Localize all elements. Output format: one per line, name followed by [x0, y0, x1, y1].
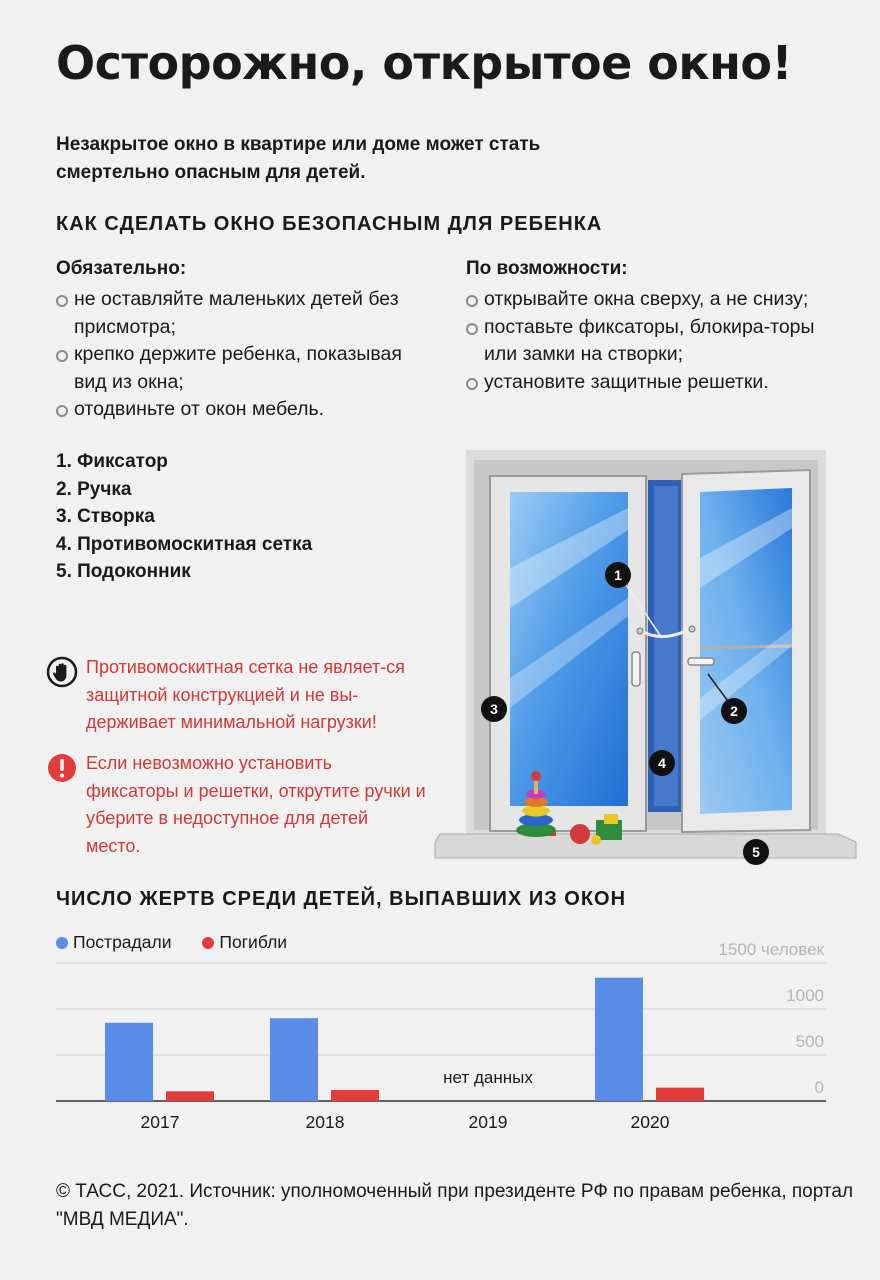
- list-item: крепко держите ребенка, показывая вид из окна;: [56, 341, 436, 396]
- bullet-icon: [56, 405, 68, 417]
- x-tick-label: 2018: [305, 1112, 345, 1132]
- svg-text:4: 4: [658, 755, 666, 771]
- x-tick-label: 2019: [468, 1112, 508, 1132]
- bar-killed: [331, 1090, 379, 1101]
- warning-handles: Если невозможно установить фиксаторы и решетки, открутите ручки и уберите в недоступное для детей место.: [46, 750, 426, 860]
- exclamation-icon: [46, 752, 78, 784]
- svg-text:3: 3: [490, 701, 498, 717]
- annotation-no-data: нет данных: [443, 1068, 533, 1087]
- window-sill: [435, 834, 856, 858]
- bullet-icon: [56, 295, 68, 307]
- bullet-icon: [466, 295, 478, 307]
- list-item: поставьте фиксаторы, блокира-торы или замки на створки;: [466, 314, 846, 369]
- bar-killed: [656, 1088, 704, 1101]
- x-tick-label: 2020: [630, 1112, 670, 1132]
- section-heading: КАК СДЕЛАТЬ ОКНО БЕЗОПАСНЫМ ДЛЯ РЕБЕНКА: [56, 213, 603, 235]
- y-tick-label: 0: [814, 1078, 824, 1097]
- svg-text:2: 2: [730, 703, 738, 719]
- chart-title: ЧИСЛО ЖЕРТВ СРЕДИ ДЕТЕЙ, ВЫПАВШИХ ИЗ ОКОН: [56, 888, 627, 910]
- marker-sash: [481, 696, 507, 722]
- bullet-icon: [466, 323, 478, 335]
- handle: [632, 652, 640, 686]
- parts-legend: [56, 448, 312, 586]
- marker-sill: [743, 839, 769, 865]
- stop-hand-icon: [46, 656, 78, 688]
- page-title: Осторожно, открытое окно!: [56, 36, 792, 90]
- bar-chart: [56, 934, 826, 1144]
- bar-injured: [270, 1018, 318, 1101]
- bar-injured: [595, 978, 643, 1101]
- warning-net: Противомоскитная сетка не являет-ся защитной конструкцией и не вы-держивает минимальной нагрузки!: [46, 654, 426, 737]
- marker-fixator: [605, 562, 631, 588]
- legend-item-killed: Погибли: [202, 932, 287, 952]
- y-tick-label: 1000: [786, 986, 824, 1005]
- y-tick-label: 1500 человек: [718, 940, 824, 959]
- bar-killed: [166, 1091, 214, 1101]
- must-title: Обязательно:: [56, 258, 187, 279]
- bullet-icon: [466, 378, 478, 390]
- bar-injured: [105, 1023, 153, 1101]
- svg-text:1: 1: [614, 567, 622, 583]
- list-item: не оставляйте маленьких детей без присмотра;: [56, 286, 436, 341]
- svg-text:5: 5: [752, 844, 760, 860]
- lead-text: Незакрытое окно в квартире или доме может стать смертельно опасным для детей.: [56, 134, 541, 183]
- footer-source: © ТАСС, 2021. Источник: уполномоченный при президенте РФ по правам ребенка, портал "МВД МЕДИА".: [56, 1181, 854, 1230]
- x-tick-label: 2017: [140, 1112, 180, 1132]
- list-item: установите защитные решетки.: [466, 369, 846, 397]
- possible-title: По возможности:: [466, 258, 628, 279]
- marker-net: [649, 750, 675, 776]
- window-illustration: [430, 448, 860, 878]
- part-label: 4. Противомоскитная сетка: [56, 533, 313, 555]
- part-label: 1. Фиксатор: [56, 451, 168, 472]
- list-item: открывайте окна сверху, а не снизу;: [466, 286, 846, 314]
- possible-column: [466, 258, 846, 396]
- part-label: 2. Ручка: [56, 478, 132, 500]
- must-column: [56, 258, 436, 424]
- y-tick-label: 500: [795, 1032, 824, 1051]
- part-label: 3. Створка: [56, 506, 155, 527]
- list-item: отодвиньте от окон мебель.: [56, 396, 436, 424]
- bullet-icon: [56, 350, 68, 362]
- toy-ball: [570, 824, 590, 844]
- part-label: 5. Подоконник: [56, 561, 191, 582]
- legend-item-injured: Пострадали: [56, 932, 171, 952]
- marker-handle: [721, 698, 747, 724]
